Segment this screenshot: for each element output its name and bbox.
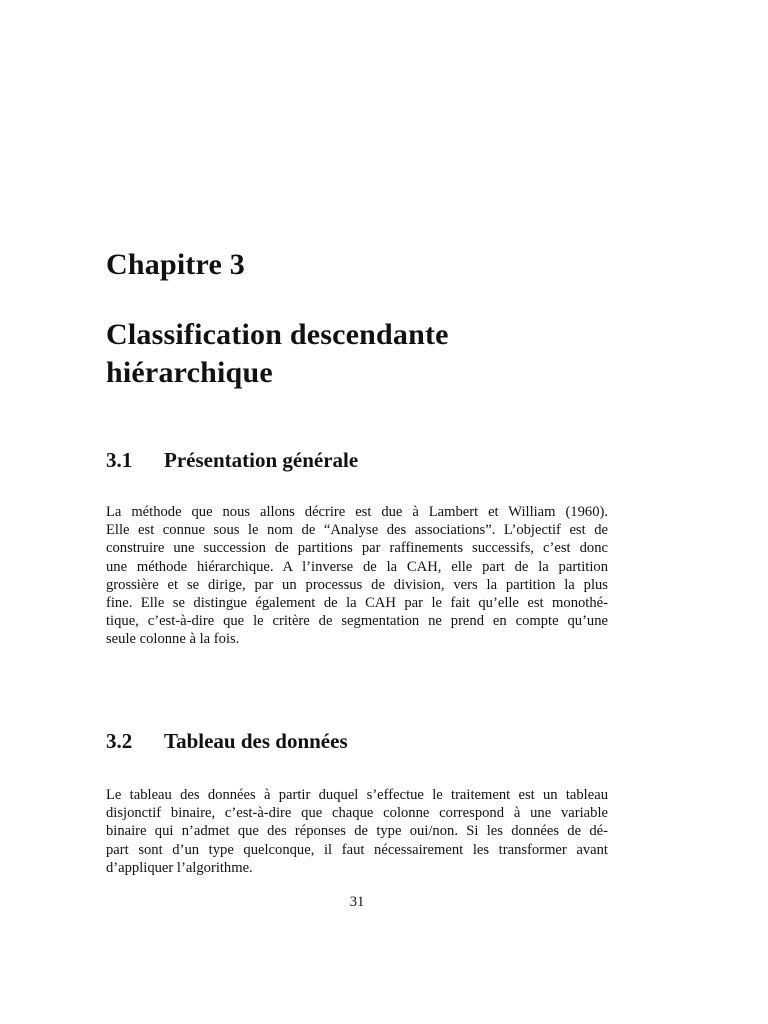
section-title: Présentation générale	[164, 448, 359, 472]
text-line: disjonctif binaire, c’est-à-dire que chaque colonne correspond à une variable	[106, 805, 608, 822]
page-number: 31	[349, 894, 365, 910]
section-number: 3.1	[106, 448, 133, 472]
text-line: Elle est connue sous le nom de “Analyse des associations”. L’objectif est de	[106, 522, 608, 539]
section-heading	[106, 729, 348, 754]
text-line: Le tableau des données à partir duquel s’effectue le traitement est un tableau	[106, 787, 608, 803]
text-line: une méthode hiérarchique. A l’inverse de la CAH, elle part de la partition	[106, 558, 608, 575]
chapter-title-line: Classification descendante	[106, 318, 449, 351]
chapter-label: Chapitre 3	[106, 248, 245, 281]
chapter-title	[106, 316, 666, 392]
chapter-title-line: hiérarchique	[106, 356, 273, 389]
text-line: part sont d’un type quelconque, il faut nécessairement les transformer avant	[106, 841, 608, 858]
paragraph	[106, 503, 608, 649]
text-line: fine. Elle se distingue également de la CAH par le fait qu’elle est monothé-	[106, 595, 608, 612]
section-heading	[106, 448, 358, 473]
section-number: 3.2	[106, 729, 133, 753]
text-line: d’appliquer l’algorithme.	[106, 859, 253, 876]
text-line: seule colonne à la fois.	[106, 631, 240, 648]
text-line: tique, c’est-à-dire que le critère de segmentation ne prend en compte qu’une	[106, 613, 608, 630]
text-line: construire une succession de partitions par raffinements successifs, c’est donc	[106, 540, 608, 557]
paragraph	[106, 786, 608, 877]
text-line: binaire qui n’admet que des réponses de type oui/non. Si les données de dé-	[106, 823, 608, 840]
section-title: Tableau des données	[164, 729, 348, 753]
text-line: La méthode que nous allons décrire est due à Lambert et William (1960).	[106, 504, 608, 520]
text-line: grossière et se dirige, par un processus de division, vers la partition la plus	[106, 576, 608, 593]
